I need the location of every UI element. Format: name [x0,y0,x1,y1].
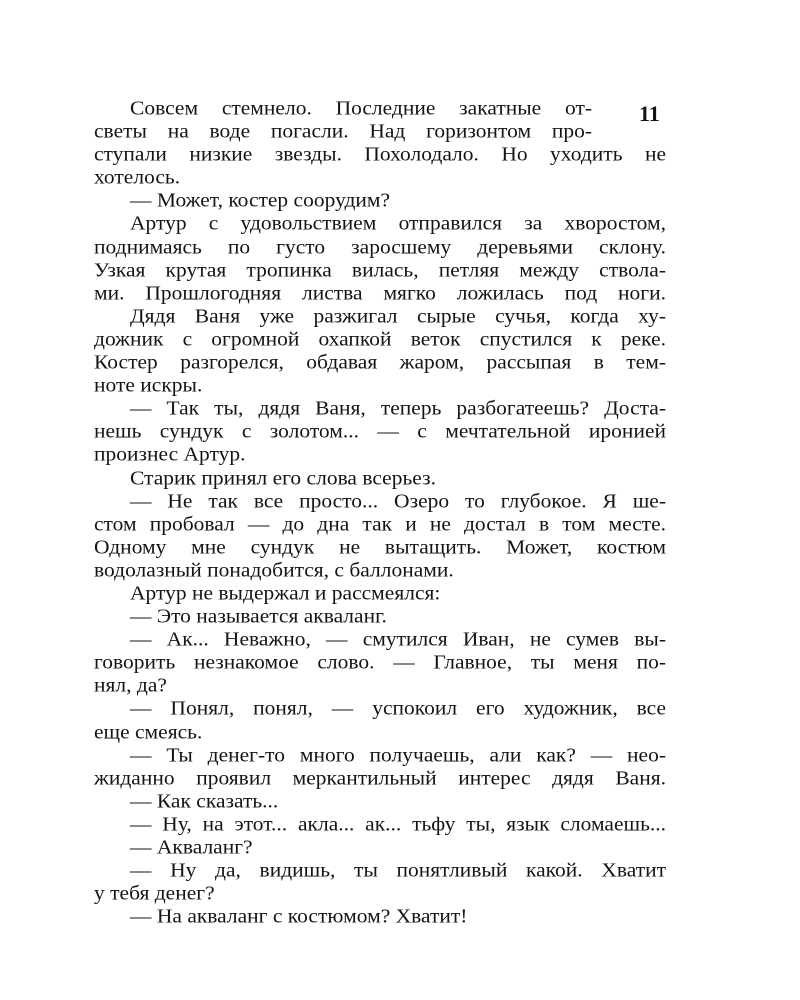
text-line: хотелось. [94,166,181,189]
text-line: — Акваланг? [130,835,253,859]
text-line: Дядя Ваня уже разжигал сырые сучья, когда ху- [130,304,666,328]
text-line: Совсем стемнело. Последние закатные от- [130,96,592,120]
text-line: — Ну, на этот... акла... ак... тьфу ты, язык сломаешь... [130,812,666,836]
text-line: Артур не выдержал и рассмеялся: [130,581,441,605]
text-line: еще смеясь. [94,720,203,743]
text-line: ноте искры. [94,374,203,397]
text-line: — Может, костер соорудим? [130,189,391,212]
text-line: — Ну да, видишь, ты понятливый какой. Хватит [130,858,666,882]
text-line: — Так ты, дядя Ваня, теперь разбогатеешь? Доста- [130,397,666,420]
body-text [94,97,666,928]
text-line: нял, да? [94,674,167,697]
text-line: — Понял, понял, — успокоил его художник, все [130,697,666,720]
text-line: Узкая крутая тропинка вилась, петляя между ствола- [94,258,666,281]
text-line: — Как сказать... [130,789,279,813]
text-line: говорить незнакомое слово. — Главное, ты меня по- [94,651,666,674]
text-line: — Ак... Неважно, — смутился Иван, не сумев вы- [130,628,666,651]
text-line: Старик принял его слова всерьез. [130,466,436,489]
text-line: Одному мне сундук не вытащить. Может, костюм [94,535,666,558]
text-line: — На акваланг с костюмом? Хватит! [130,905,468,928]
text-line: нешь сундук с золотом... — с мечтательной иронией [94,420,666,443]
text-line: ступали низкие звезды. Похолодало. Но уходить не [94,143,666,166]
text-line: — Ты денег-то много получаешь, али как? — нео- [130,743,666,766]
text-line: у тебя денег? [94,882,215,905]
text-line: Артур с удовольствием отправился за хворостом, [130,212,666,235]
text-line: светы на воде погасли. Над горизонтом про- [94,119,592,143]
text-line: дожник с огромной охапкой веток спустился к реке. [94,327,666,351]
text-line: ми. Прошлогодняя листва мягко ложилась под ноги. [94,281,666,304]
text-line: — Не так все просто... Озеро то глубокое. Я ше- [130,489,666,512]
page-number: 11 [639,101,660,126]
text-line: стом пробовал — до дна так и не достал в том месте. [94,512,666,535]
text-line: Костер разгорелся, обдавая жаром, рассыпая в тем- [94,350,666,374]
text-line: жиданно проявил меркантильный интерес дядя Ваня. [94,766,666,789]
text-line: произнес Артур. [94,443,246,466]
text-line: — Это называется акваланг. [130,604,387,628]
text-line: поднимаясь по густо заросшему деревьями склону. [94,235,666,258]
text-line: водолазный понадобится, с баллонами. [94,558,454,582]
